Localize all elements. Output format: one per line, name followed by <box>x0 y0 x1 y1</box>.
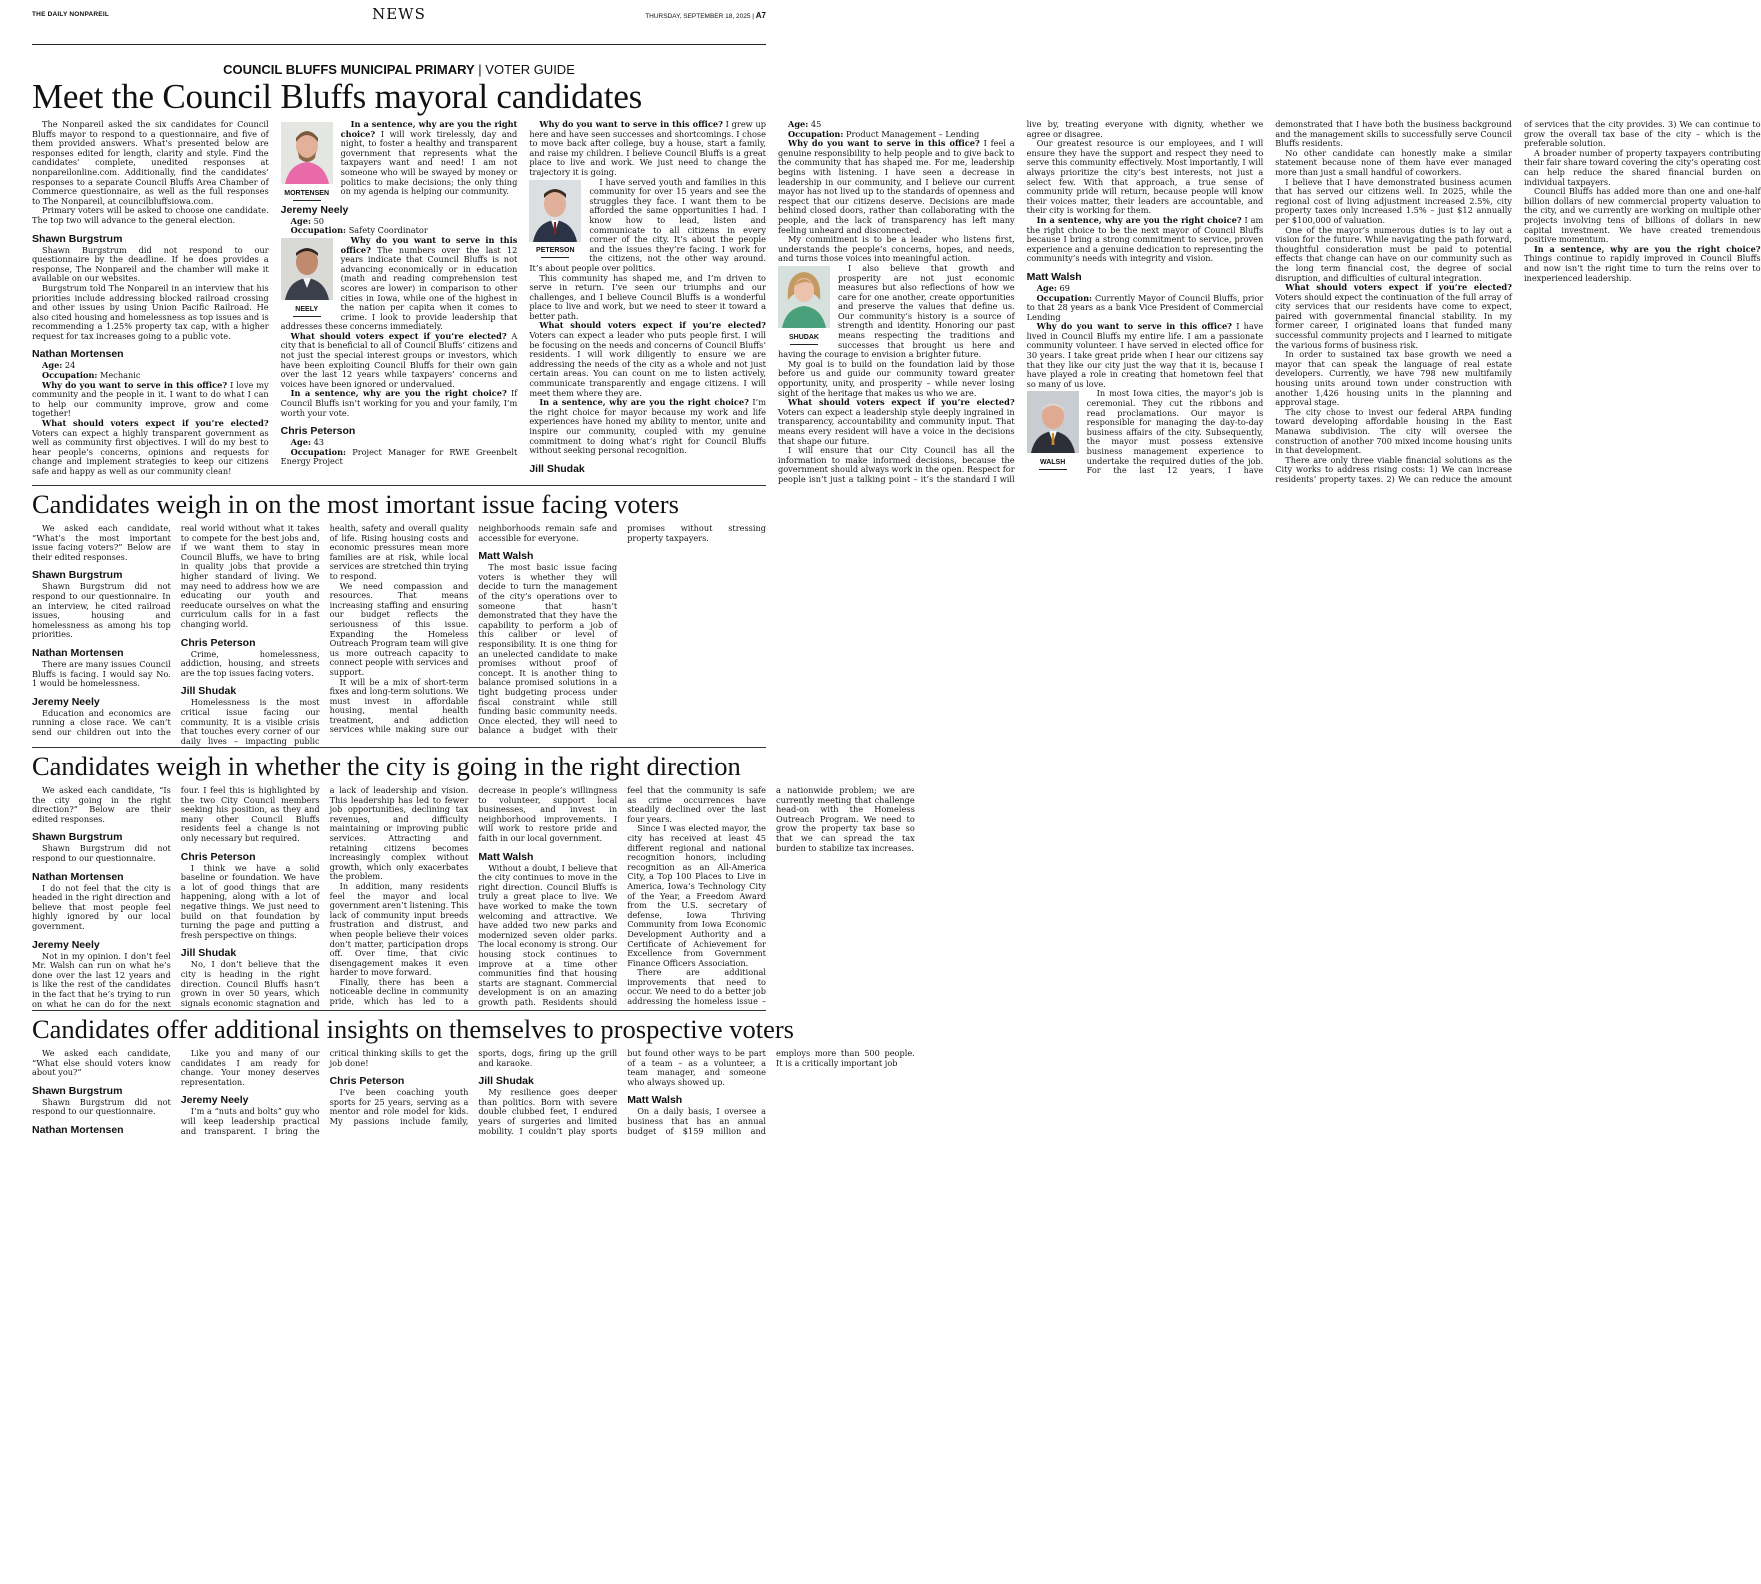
section-name: NEWS <box>372 5 426 23</box>
candidate-name: Shawn Burgstrum <box>32 831 123 844</box>
candidate-photo <box>281 238 333 317</box>
answer-text: The numbers over the last 12 years indicate that Council Bluffs is not advancing economically or in education (math and reading comprehension test scores are lower) in comparison to other cities in Iowa, while one of the highest in the nation per capita when it comes to crime. I look to provide leadership that addresses these concerns immediately. <box>280 244 518 332</box>
answer-serve <box>529 120 766 178</box>
date-and-page <box>645 11 766 20</box>
response-paragraph: We need compassion and resources. That means increasing staffing and ensuring our budget reflects the seriousness of this issue. Expanding the Homeless Outreach Program team will give us more outreach capacity to connect people with services and support. <box>329 580 469 677</box>
response-paragraph: I think we have a solid baseline or foundation. We have a lot of good things that are happening, along with a lot of negative things. We just need to build on that foundation by turning the page and putting a fresh perspective on things. <box>180 862 320 940</box>
body-paragraph: I have served youth and families in this community for over 15 years and see the struggles they face. I want them to be afforded the same opportunities I had. I know how to lead, listen and communicate to all citizens in every corner of the city. It’s about the people and the issues they’re facing. I work for the citizens, not the other way around. It’s about people over politics. <box>529 176 766 273</box>
answer-sentence <box>1027 216 1264 264</box>
answer-serve <box>32 381 269 419</box>
kicker <box>32 62 766 77</box>
body-paragraph: Council Bluffs has added more than one and one-half billion dollars of new commercial property valuation to the city, and we currently are working on multiple other projects involving tens of billions of dollars in new capital investment. We have created tremendous positive momentum. <box>1523 186 1761 245</box>
candidate-name: Matt Walsh <box>1026 270 1082 283</box>
question-label: In a sentence, why are you the right choice? <box>340 119 518 139</box>
candidate-name: Shawn Burgstrum <box>32 1084 123 1097</box>
response-paragraph: Like you and many of our candidates I am ready for change. Your money deserves representation. <box>180 1048 320 1087</box>
candidate-name: Chris Peterson <box>329 1075 405 1088</box>
caption-rule <box>790 344 818 345</box>
question-label: What should voters expect if you’re elected? <box>787 397 1015 408</box>
section-headline-important-issue: Candidates weigh in on the most imortant issue facing voters <box>32 485 766 520</box>
occupation-value: Project Manager for RWE Greenbelt Energy Project <box>280 446 518 467</box>
caption-rule <box>293 316 321 317</box>
body-paragraph: There are only three viable financial solutions as the City works to address rising costs: 1) We can increase residents’ property taxes. 2) We can reduce the amount of services that the city provides. 3) We can continue to grow the overall tax base of the city – which is the preferable solution. <box>1275 119 1761 484</box>
candidate-name: Matt Walsh <box>478 850 534 863</box>
candidate-name: Nathan Mortensen <box>32 348 124 361</box>
peterson-portrait-image <box>529 180 581 242</box>
answer-text: A city that is beneficial to all of Council Bluffs’ citizens and not just the special interest groups or investors, which have been exploiting Council Bluffs for their own gain over the last 12 years while taxpayers’ concerns and voices have been ignored or undervalued. <box>280 330 518 389</box>
answer-expect <box>32 419 269 477</box>
response-paragraph: There are additional improvements that need to occur. We need to do a better job addressing the homeless issue – a nationwide problem; we are currently meeting that challenge head-on with the Homeless Outreach Program. We need to grow the property tax base so that we can spread the tax burden to stabilize tax increases. <box>627 785 915 1007</box>
candidate-photo <box>529 180 581 259</box>
body-paragraph: My goal is to build on the foundation laid by those before us and guide our community toward greater opportunity, unity, and prosperity – while never losing sight of the heritage that makes us who we are. <box>777 358 1015 398</box>
body-paragraph: A broader number of property taxpayers contributing their fair share toward covering the city’s operating cost can help reduce the shared financial burden on individual taxpayers. <box>1523 147 1761 187</box>
kicker-main: COUNCIL BLUFFS MUNICIPAL PRIMARY <box>223 62 475 77</box>
age-value: 43 <box>313 437 324 448</box>
candidate-name: Jill Shudak <box>529 462 585 475</box>
occupation-value: Mechanic <box>100 370 141 381</box>
question-label: In a sentence, why are you the right choice? <box>1036 214 1242 225</box>
question-label: Why do you want to serve in this office? <box>340 234 518 255</box>
candidate-photo <box>1027 391 1079 470</box>
photo-caption: WALSH <box>1039 459 1066 467</box>
question-label: Why do you want to serve in this office? <box>787 138 980 149</box>
section-headline-right-direction: Candidates weigh in whether the city is going in the right direction <box>32 747 766 782</box>
mortensen-portrait-image <box>281 122 333 184</box>
response-paragraph: Crime, homelessness, addiction, housing, and streets are the top issues facing voters. <box>180 648 320 678</box>
age-label: Age: <box>1036 282 1057 293</box>
response-paragraph: Shawn Burgstrum did not respond to our questionnaire. In an interview, he cited railroad issues, housing and homelessness as among his top priorities. <box>32 581 171 640</box>
response-paragraph: There are many issues Council Bluffs is facing. I would say No. 1 would be homelessness. <box>32 658 171 689</box>
question-label: What should voters expect if you’re elected? <box>1285 282 1512 293</box>
body-paragraph: In order to sustained tax base growth we need a mayor that can speak the language of real estate developers. Currently, we have 798 new multifamily housing units around town under construction with another 1,426 housing units in the planning and approval stage. <box>1275 349 1512 408</box>
answer-expect <box>1275 283 1512 350</box>
section-headline-additional-insights: Candidates offer additional insights on themselves to prospective voters <box>32 1010 766 1045</box>
occupation-value: Safety Coordinator <box>348 225 428 236</box>
response-paragraph: In addition, many residents feel the mayor and local government aren’t listening. This lack of community input breeds frustration and distrust, and when people believe their voices don’t matter, participation drops off. Over time, that civic disengagement makes it even harder to move forward. <box>329 880 469 978</box>
answer-text: I feel a genuine responsibility to help people and to give back to the community that has shaped me. For me, leadership begins with listening. I have seen a decrease in leadership in our community, and I believe our current mayor has not lived up to the standards of openness and respect that our citizens deserve. Decisions are made behind closed doors, rather than collaborating with the people, and the lack of transparency has left many feeling unheard and disconnected. <box>777 138 1015 235</box>
question-label: Why do you want to serve in this office? <box>539 119 723 129</box>
occupation-value: Currently Mayor of Council Bluffs, prior to that 28 years as a bank Vice President of Commercial Lending <box>1026 292 1264 322</box>
answer-text: I will work tirelessly, day and night, to foster a healthy and transparent government that represents what the taxpayers want and need! I am not someone who will be swayed by money or politics to make decisions; the only thing on my agenda is helping our community. <box>340 128 518 197</box>
response-paragraph: No, I don’t believe that the city is heading in the right direction. Council Bluffs hasn’t grown in over 50 years, which signals economic stagnation and a lack of leadership and vision. This leadership has led to fewer job opportunities, declining tax revenues, and difficulty maintaining or improving public services. Attracting and retaining citizens becomes increasingly complex without growth, which only exacerbates the problem. <box>180 785 469 1008</box>
candidate-name: Chris Peterson <box>180 850 256 863</box>
occupation-label: Occupation: <box>1036 292 1093 303</box>
body-paragraph: One of the mayor’s numerous duties is to lay out a vision for the future. While navigating the path forward, thoughtful consideration must be paid to potential effects that change can have on our community such as the long term financial cost, the degree of social disruption, and difficulties of cultural integration. <box>1275 224 1512 283</box>
answer-text: Voters can expect a highly transparent government as well as community first objectives. I will do my best to hear people’s concerns, opinions and requests for change and implement strategies to keep our citizens safe and happy as well as our community clean! <box>32 427 269 476</box>
photo-caption: NEELY <box>295 305 318 313</box>
candidate-profiles <box>32 119 1761 485</box>
response-paragraph: Not in my opinion. I don’t feel Mr. Walsh can run on what he’s done over the last 12 years and is like the rest of the candidates in the fact that he’s trying to run on what he can do for the next four. I feel this is highlighted by the two City Council members seeking his position, as they and many other Council Bluffs residents feel a change is not only necessary but required. <box>32 785 320 1009</box>
caption-rule <box>541 257 569 258</box>
response-paragraph: My resilience goes deeper than politics. Born with severe double clubbed feet, I endured years of surgeries and limited mobility. I couldn’t play sports but found other ways to be part of a team – as a volunteer, a team manager, and someone who always showed up. <box>478 1048 766 1136</box>
response-paragraph: I’m a “nuts and bolts” guy who will keep leadership practical and transparent. I bring the critical thinking skills to get the job done! <box>180 1048 469 1136</box>
age-value: 24 <box>64 360 76 371</box>
response-paragraph: The most basic issue facing voters is whether they will decide to turn the management of the city’s operations over to someone that hasn’t demonstrated that they have the capability to perform a job of this caliber or level of responsibility. It is one thing for an unelected candidate to make promises without proof of concept. It is another thing to balance promised solutions in a tight budgeting process under fiscal constraint while still funding basic community needs. Once elected, they will need to balance a budget with their promises without stressing property taxpayers. <box>478 523 766 736</box>
response-paragraph: Since I was elected mayor, the city has received at least 45 different regional and national recognition honors, including recognition as an All-America City, a Top 100 Places to Live in America, Iowa’s Technology City of the Year, a Freedom Award from the U.S. secretary of defense, Iowa Thriving Community from Iowa Economic Development Authority and a Certificate of Achievement for Excellence from Government Finance Officers Association. <box>627 823 766 968</box>
answer-text: Voters can expect a leadership style deeply ingrained in transparency, accountability and community input. That means every resident will have a voice in the decisions that shape our future. <box>777 406 1015 446</box>
photo-caption: PETERSON <box>536 247 575 255</box>
masthead <box>32 0 766 45</box>
response-paragraph: Shawn Burgstrum did not respond to our questionnaire. <box>32 843 171 863</box>
section-intro: We asked each candidate, “What else should voters know about you?” <box>32 1048 171 1078</box>
candidate-name: Chris Peterson <box>280 425 356 438</box>
body-paragraph: No other candidate can honestly make a similar statement because none of them have ever managed more than just a small handful of coworkers. <box>1275 147 1512 177</box>
answer-text: Things continue to rapidly improved in Council Bluffs and now isn’t the right time to turn the reins over to inexperienced leadership. <box>1523 253 1761 283</box>
answer-text: If Council Bluffs isn’t working for you and your family, I’m worth your vote. <box>280 388 518 418</box>
candidate-name: Chris Peterson <box>180 636 256 649</box>
occupation-value: Product Management – Lending <box>846 128 980 139</box>
answer-sentence <box>281 389 518 418</box>
answer-expect <box>529 321 766 398</box>
question-label: Why do you want to serve in this office? <box>42 379 228 390</box>
walsh-portrait-image <box>1027 391 1079 453</box>
candidate-name: Jill Shudak <box>478 1075 534 1088</box>
response-paragraph: Homelessness is the most critical issue facing our community. It is a visible crisis that touches every corner of our daily lives – impacting public health, safety and overall quality of life. Rising housing costs and economic pressures mean more families are at risk, while local services are stretched thin trying to respond. <box>180 523 469 746</box>
candidate-name: Matt Walsh <box>627 1094 683 1107</box>
intro-paragraph: Primary voters will be asked to choose one candidate. The top two will advance to the general election. <box>32 205 269 225</box>
age-label: Age: <box>787 119 809 129</box>
body-paragraph: I believe that I have demonstrated business acumen that has served our citizens well. In 2025, while the regional cost of living adjustment increased 2.5%, city property taxes only increased 1.5% – just $12 annually per $100,000 of valuation. <box>1275 176 1512 225</box>
candidate-occupation <box>1027 294 1264 323</box>
question-label: In a sentence, why are you the right choice? <box>290 388 507 399</box>
candidate-name: Nathan Mortensen <box>32 870 124 883</box>
age-value: 45 <box>810 119 822 129</box>
photo-caption: MORTENSEN <box>284 189 330 197</box>
response-paragraph: It will be a mix of short-term fixes and long-term solutions. We must invest in affordable housing, mental health treatment, and addiction services while making sure our neighborhoods remain safe and accessible for everyone. <box>329 523 618 735</box>
candidate-name: Shawn Burgstrum <box>32 232 123 245</box>
body-paragraph: This community has shaped me, and I’m driven to serve in return. I’ve seen our triumphs and our challenges, and I believe Council Bluffs is a wonderful place to live and work, but we need to steer it toward a better path. <box>529 272 766 321</box>
question-label: Why do you want to serve in this office? <box>1036 321 1232 332</box>
response-paragraph: On a daily basis, I oversee a business that has an annual budget of $159 million and employs more than 500 people. It is a critically important job <box>627 1048 915 1136</box>
intro-paragraph: The Nonpareil asked the six candidates for Council Bluffs mayor to respond to a questionnaire, and five of them provided answers. What’s presented below are responses edited for length, clarity and style. Find the candidates’ complete, unedited responses at nonpareilonline.com. Additionally, find the candidates’ responses to a separate Council Bluffs Area Chamber of Commerce questionnaire, as well as the full responses to The Nonpareil, at councilbluffsiowa.com. <box>32 119 269 206</box>
candidate-occupation <box>281 448 518 467</box>
occupation-label: Occupation: <box>42 370 98 381</box>
answer-expect <box>281 332 518 390</box>
age-label: Age: <box>42 360 63 371</box>
candidate-name: Jill Shudak <box>180 685 237 698</box>
question-label: What should voters expect if you’re elected? <box>42 418 269 429</box>
paper-name: THE DAILY NONPAREIL <box>32 11 109 18</box>
answer-text: Voters can expect a leader who puts people first. I will be focusing on the needs and concerns of Council Bluffs’ residents. I will work diligently to ensure we are addressing the needs of the city as a whole and not just certain areas. You can count on me to listen actively, communicate transparently and engage citizens. I will meet them where they are. <box>529 330 766 398</box>
answer-sentence <box>529 398 766 456</box>
response-paragraph: I do not feel that the city is headed in the right direction and believe that most people feel highly ignored by our local government. <box>32 882 171 931</box>
caption-rule <box>1039 469 1067 470</box>
age-value: 50 <box>313 215 324 226</box>
section-intro: We asked each candidate, “What’s the most important issue facing voters?” Below are their edited responses. <box>32 523 171 562</box>
response-paragraph: Finally, there has been a noticeable decline in community pride, which has led to a decrease in people’s willingness to volunteer, support local businesses, and invest in neighborhood improvements. I will work to restore pride and faith in our local government. <box>329 785 618 1007</box>
question-label: In a sentence, why are you the right choice? <box>539 397 749 408</box>
candidate-name: Nathan Mortensen <box>32 1123 124 1136</box>
right-direction-responses <box>32 785 915 1010</box>
response-paragraph: Education and economics are running a close race. We can’t send our children out into the real world without what it takes to compete for the best jobs and, if we want them to stay in Council Bluffs, we have to bring in quality jobs that provide a higher standard of living. We may need to address how we are educating our youth and reeducate ourselves on what the curriculum calls for in a fast changing world. <box>32 523 320 737</box>
caption-rule <box>293 200 321 201</box>
answer-text: Voters should expect the continuation of the full array of city services that our residents have come to expect, paired with governmental financial stability. In my former career, I originated loans that funded many successful community projects and I learned to mitigate the various forms of business risk. <box>1275 291 1512 350</box>
age-value: 69 <box>1059 282 1070 293</box>
response-paragraph: Without a doubt, I believe that the city continues to move in the right direction. Council Bluffs is truly a great place to live. We have worked to make the town welcoming and attractive. We have added two new parks and modernized seven older parks. The local economy is strong. Our housing stock continues to improve at a time other communities find that housing starts are stagnant. Commercial development is on an amazing growth path. Residents should feel that the community is safe as crime occurrences have steadily declined over the last four years. <box>478 785 766 1007</box>
answer-serve <box>1027 322 1264 389</box>
answer-text: I love my community and the people in it. I want to do what I can to help our community improve, grow and come together! <box>32 379 269 419</box>
candidate-name: Jeremy Neely <box>180 1094 249 1107</box>
body-paragraph: My commitment is to be a leader who listens first, understands the people’s concerns, hopes, and needs, and turns those voices into meaningful action. <box>777 234 1015 264</box>
section-intro: We asked each candidate, “Is the city going in the right direction?” Below are their edited responses. <box>32 785 171 824</box>
candidate-photo <box>281 122 333 201</box>
answer-text: I am the right choice to be the next mayor of Council Bluffs because I bring a strong commitment to service, proven experience and a genuine dedication to representing the community’s needs with integrity and vision. <box>1026 214 1264 264</box>
body-paragraph: The city chose to invest our federal ARPA funding toward developing affordable housing in the East Manawa subdivision. The city will oversee the construction of another 700 mixed income housing units in that development. <box>1275 406 1512 456</box>
important-issue-responses <box>32 524 766 747</box>
answer-sentence <box>1524 245 1761 283</box>
answer-text: I have lived in Council Bluffs my entire life. I am a passionate community volunteer. I have served in elected office for 30 years. I take great pride when I hear our citizens say that they like our city just the way that it is, because I have played a role in creating that hometown feel that so many of us love. <box>1026 321 1264 389</box>
occupation-label: Occupation: <box>290 446 347 457</box>
age-label: Age: <box>290 437 311 448</box>
page-number: A7 <box>755 11 766 20</box>
body-paragraph: In most Iowa cities, the mayor’s job is ceremonial. They cut the ribbons and read proclamations. Our mayor is responsible for managing the day-to-day business affairs of the city. Subsequently, the mayor must possess extensive business management experience to undertake the required duties of the job. For the last 12 years, I have demonstrated that I have both the business background and the management skills to successfully serve Council Bluffs residents. <box>1086 119 1512 476</box>
body-paragraph: Burgstrum told The Nonpareil in an interview that his priorities include addressing blocked railroad crossing and other issues by using Union Pacific Railroad. He also cited housing and homelessness as top issues and is recommending a 1.25% property tax cap, with a higher request for tax increases going to a public vote. <box>32 282 269 341</box>
page-headline: Meet the Council Bluffs mayoral candidates <box>32 77 643 116</box>
candidate-name: Matt Walsh <box>478 550 534 563</box>
page-sep: | <box>752 13 754 20</box>
occupation-label: Occupation: <box>787 128 844 139</box>
response-paragraph: I’ve been coaching youth sports for 25 years, serving as a mentor and role model for kids. My passions include family, sports, dogs, firing up the grill and karaoke. <box>329 1048 618 1126</box>
response-paragraph: Shawn Burgstrum did not respond to our questionnaire. <box>32 1096 171 1117</box>
candidate-name: Nathan Mortensen <box>32 646 124 659</box>
body-paragraph: I will ensure that our City Council has all the information to make informed decisions, because the government should always work in the open. Respect for people isn’t just a talking point – it’s the standard I will live by, treating everyone with dignity, whether we agree or disagree. <box>777 119 1264 484</box>
body-paragraph: I also believe that growth and prosperity are not just economic measures but also reflections of how we care for one another, create opportunities and preserve the values that define us. Our community’s history is a source of strength and identity. Honoring our past means respecting the traditions and successes that brought us here and having the courage to envision a brighter future. <box>777 262 1015 360</box>
shudak-portrait-image <box>778 266 830 328</box>
kicker-sub: VOTER GUIDE <box>485 62 575 77</box>
candidate-name: Jeremy Neely <box>280 203 349 216</box>
candidate-name: Jill Shudak <box>180 947 237 960</box>
question-label: What should voters expect if you’re elected? <box>290 330 507 341</box>
candidate-name: Jeremy Neely <box>32 695 100 708</box>
question-label: In a sentence, why are you the right choice? <box>1533 243 1761 254</box>
additional-insights-responses <box>32 1048 915 1141</box>
issue-date: THURSDAY, SEPTEMBER 18, 2025 <box>645 13 751 20</box>
body-paragraph: Shawn Burgstrum did not respond to our questionnaire by the deadline. If he does provides a response, The Nonpareil and the chamber will make it available on our websites. <box>32 244 269 284</box>
candidate-photo <box>778 266 830 345</box>
question-label: What should voters expect if you’re elected? <box>539 320 766 331</box>
candidate-name: Jeremy Neely <box>32 938 100 951</box>
answer-text: I’m the right choice for mayor because my work and life experiences have honed my ability to mentor, unite and inspire our community, coupled with my genuine commitment to doing what’s right for Council Bluffs without seeking personal recognition. <box>529 397 766 456</box>
occupation-label: Occupation: <box>290 225 347 236</box>
kicker-separator: | <box>474 62 486 77</box>
candidate-name: Shawn Burgstrum <box>32 569 123 582</box>
answer-expect <box>778 398 1015 446</box>
answer-text: I grew up here and have seen successes and shortcomings. I chose to move back after college, buy a house, start a family, and raise my children. I believe Council Bluffs is a great place to live and work. We just need to change the trajectory it is going. <box>529 119 766 177</box>
age-label: Age: <box>290 215 311 226</box>
neely-portrait-image <box>281 238 333 300</box>
photo-caption: SHUDAK <box>788 333 819 341</box>
body-paragraph: Our greatest resource is our employees, and I will ensure they have the support and respect they need to serve this community effectively. Most importantly, I will always prioritize the city’s best interests, not just a select few. With that approach, a true sense of community pride will return, because people will know their voices matter, their leaders are accountable, and their city is working for them. <box>1026 138 1264 216</box>
answer-serve <box>778 139 1015 235</box>
